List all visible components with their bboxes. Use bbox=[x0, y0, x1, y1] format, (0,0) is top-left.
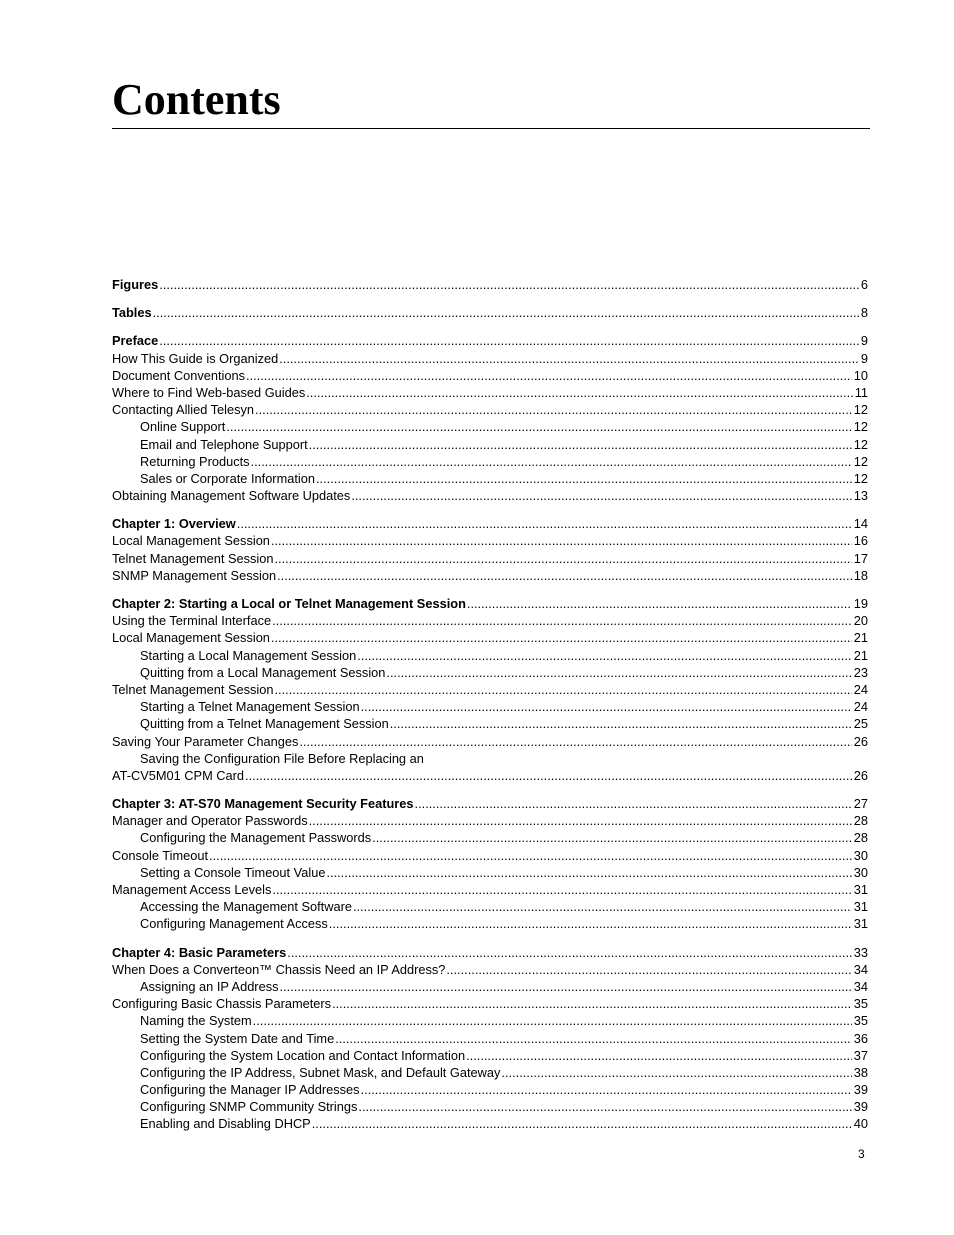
toc-entry-page: 31 bbox=[853, 899, 868, 915]
toc-entry-page: 31 bbox=[853, 882, 868, 897]
page-title: Contents bbox=[112, 75, 281, 124]
toc-entry[interactable] bbox=[112, 1047, 868, 1064]
toc-entry-page: 12 bbox=[853, 470, 868, 486]
toc-entry[interactable] bbox=[112, 681, 868, 698]
dot-leader bbox=[226, 418, 851, 435]
toc-entry-label: SNMP Management Session bbox=[112, 567, 277, 583]
dot-leader bbox=[246, 367, 852, 384]
toc-entry-label: Online Support bbox=[140, 419, 226, 435]
toc-entry-page: 28 bbox=[853, 830, 868, 846]
dot-leader bbox=[299, 733, 851, 750]
dot-leader bbox=[361, 1081, 852, 1098]
toc-entry-page: 9 bbox=[860, 333, 868, 349]
toc-entry-page: 16 bbox=[853, 533, 868, 549]
toc-entry-page: 9 bbox=[860, 350, 868, 366]
toc-entry-page: 27 bbox=[853, 796, 868, 812]
toc-entry[interactable] bbox=[112, 532, 868, 549]
dot-leader bbox=[501, 1064, 851, 1081]
toc-entry-page: 34 bbox=[853, 978, 868, 994]
toc-entry-label: Configuring SNMP Community Strings bbox=[140, 1099, 358, 1115]
toc-section-entry[interactable] bbox=[112, 304, 868, 321]
toc-entry-page: 40 bbox=[853, 1116, 868, 1132]
toc-entry-page: 21 bbox=[853, 647, 868, 663]
toc-entry-page: 26 bbox=[853, 733, 868, 749]
toc-entry-page: 36 bbox=[853, 1030, 868, 1046]
title-rule bbox=[112, 128, 870, 129]
toc-entry-label: Configuring the IP Address, Subnet Mask, and Default Gateway bbox=[140, 1064, 501, 1080]
toc-entry[interactable] bbox=[112, 961, 868, 978]
toc-entry[interactable] bbox=[112, 829, 868, 846]
toc-entry[interactable] bbox=[112, 401, 868, 418]
toc-entry[interactable] bbox=[112, 715, 868, 732]
dot-leader bbox=[287, 944, 852, 961]
toc-entry-label: Console Timeout bbox=[112, 847, 209, 863]
toc-entry-label: Management Access Levels bbox=[112, 882, 272, 897]
dot-leader bbox=[353, 898, 852, 915]
toc-entry-label: Saving Your Parameter Changes bbox=[112, 733, 299, 749]
toc-entry-page: 26 bbox=[853, 767, 868, 783]
toc-entry-label: Enabling and Disabling DHCP bbox=[140, 1116, 311, 1132]
toc-entry[interactable] bbox=[112, 1064, 868, 1081]
toc-section-entry[interactable] bbox=[112, 515, 868, 532]
toc-section-entry[interactable] bbox=[112, 944, 868, 961]
toc-entry[interactable] bbox=[112, 436, 868, 453]
toc-entry-label: Tables bbox=[112, 305, 152, 321]
toc-entry-page: 37 bbox=[853, 1047, 868, 1063]
toc-entry-page: 28 bbox=[853, 813, 868, 829]
toc-entry[interactable] bbox=[112, 864, 868, 881]
toc-entry-page: 13 bbox=[853, 488, 868, 504]
toc-entry-page: 24 bbox=[853, 699, 868, 715]
toc-entry-label: Chapter 2: Starting a Local or Telnet Management Session bbox=[112, 596, 466, 611]
toc-entry-page: 39 bbox=[853, 1099, 868, 1115]
toc-entry-label: Chapter 3: AT-S70 Management Security Features bbox=[112, 796, 414, 812]
dot-leader bbox=[386, 664, 851, 681]
toc-entry-label: Setting a Console Timeout Value bbox=[140, 864, 326, 880]
toc-entry-page: 18 bbox=[853, 567, 868, 583]
toc-entry-label: When Does a Converteon™ Chassis Need an IP Address? bbox=[112, 961, 446, 977]
toc-entry-label: How This Guide is Organized bbox=[112, 350, 279, 366]
dot-leader bbox=[237, 515, 852, 532]
toc-entry-label: Using the Terminal Interface bbox=[112, 613, 272, 629]
toc-entry-page: 34 bbox=[853, 961, 868, 977]
toc-entry[interactable] bbox=[112, 881, 868, 898]
toc-entry-page: 12 bbox=[853, 453, 868, 469]
toc-entry-page: 11 bbox=[854, 384, 868, 400]
dot-leader bbox=[274, 681, 851, 698]
toc-entry[interactable] bbox=[112, 629, 868, 646]
toc-entry[interactable] bbox=[112, 664, 868, 681]
toc-entry[interactable] bbox=[112, 1030, 868, 1047]
toc-entry-page: 38 bbox=[853, 1064, 868, 1080]
dot-leader bbox=[372, 829, 852, 846]
toc-entry[interactable] bbox=[112, 1012, 868, 1029]
toc-entry-label: Starting a Local Management Session bbox=[140, 647, 357, 663]
table-of-contents bbox=[112, 276, 868, 1133]
toc-entry-label: Quitting from a Local Management Session bbox=[140, 664, 386, 680]
toc-entry-label: Naming the System bbox=[140, 1013, 252, 1029]
toc-entry-page: 6 bbox=[860, 277, 868, 292]
toc-entry[interactable] bbox=[112, 1115, 868, 1132]
dot-leader bbox=[159, 332, 859, 349]
toc-entry[interactable] bbox=[112, 418, 868, 435]
toc-entry[interactable] bbox=[112, 812, 868, 829]
toc-entry[interactable] bbox=[112, 487, 868, 504]
toc-entry-page: 8 bbox=[860, 305, 868, 321]
dot-leader bbox=[272, 881, 851, 898]
toc-entry-label: Where to Find Web-based Guides bbox=[112, 384, 306, 400]
dot-leader bbox=[332, 995, 852, 1012]
toc-entry-page: 30 bbox=[853, 864, 868, 880]
toc-entry[interactable] bbox=[112, 350, 868, 367]
dot-leader bbox=[309, 436, 852, 453]
toc-entry-page: 12 bbox=[853, 402, 868, 418]
toc-entry-label: Configuring the System Location and Contact Information bbox=[140, 1047, 466, 1063]
toc-entry-label: Local Management Session bbox=[112, 630, 270, 646]
toc-entry-label: Obtaining Management Software Updates bbox=[112, 488, 351, 504]
toc-entry[interactable] bbox=[112, 550, 868, 567]
dot-leader bbox=[326, 864, 851, 881]
dot-leader bbox=[306, 384, 852, 401]
toc-entry-page: 17 bbox=[853, 550, 868, 566]
toc-entry-page: 20 bbox=[853, 613, 868, 629]
toc-entry[interactable] bbox=[112, 733, 868, 750]
toc-entry[interactable] bbox=[112, 915, 868, 932]
toc-entry-label: AT-CV5M01 CPM Card bbox=[112, 767, 245, 783]
toc-entry-prefix: Saving the Configuration File Before Replacing an bbox=[140, 750, 424, 766]
toc-entry-page: 39 bbox=[853, 1082, 868, 1098]
dot-leader bbox=[467, 595, 852, 612]
toc-entry-label: Quitting from a Telnet Management Session bbox=[140, 716, 389, 732]
toc-entry[interactable] bbox=[112, 995, 868, 1012]
toc-entry-page: 35 bbox=[853, 996, 868, 1012]
dot-leader bbox=[209, 847, 852, 864]
dot-leader bbox=[309, 812, 852, 829]
toc-entry-label: Setting the System Date and Time bbox=[140, 1030, 335, 1046]
toc-entry-page: 30 bbox=[853, 847, 868, 863]
toc-entry-page: 10 bbox=[853, 367, 868, 383]
toc-section-entry[interactable] bbox=[112, 595, 868, 612]
toc-entry[interactable] bbox=[112, 367, 868, 384]
toc-entry-page: 25 bbox=[853, 716, 868, 732]
toc-entry-page: 24 bbox=[853, 681, 868, 697]
toc-entry-label: Accessing the Management Software bbox=[140, 899, 352, 915]
toc-entry-label: Chapter 1: Overview bbox=[112, 516, 236, 532]
toc-entry-page: 35 bbox=[853, 1013, 868, 1029]
dot-leader bbox=[272, 612, 852, 629]
toc-entry[interactable] bbox=[112, 1098, 868, 1115]
toc-entry-page: 12 bbox=[853, 419, 868, 435]
toc-entry-label: Sales or Corporate Information bbox=[140, 470, 315, 486]
toc-section-entry[interactable] bbox=[112, 332, 868, 349]
toc-entry-page: 23 bbox=[853, 664, 868, 680]
toc-entry[interactable] bbox=[112, 453, 868, 470]
toc-entry[interactable] bbox=[112, 698, 868, 715]
toc-entry[interactable] bbox=[112, 898, 868, 915]
dot-leader bbox=[415, 795, 852, 812]
dot-leader bbox=[361, 698, 852, 715]
dot-leader bbox=[280, 978, 852, 995]
dot-leader bbox=[251, 453, 852, 470]
dot-leader bbox=[329, 915, 852, 932]
toc-entry-label: Starting a Telnet Management Session bbox=[140, 699, 360, 715]
dot-leader bbox=[253, 1012, 852, 1029]
toc-entry[interactable] bbox=[112, 612, 868, 629]
toc-entry-page: 14 bbox=[853, 516, 868, 532]
toc-entry[interactable] bbox=[112, 978, 868, 995]
toc-entry-label: Configuring Management Access bbox=[140, 916, 328, 932]
toc-entry-label: Configuring Basic Chassis Parameters bbox=[112, 996, 332, 1012]
toc-entry-label: Figures bbox=[112, 277, 159, 292]
toc-entry-label: Configuring the Manager IP Addresses bbox=[140, 1082, 360, 1098]
toc-entry[interactable] bbox=[112, 847, 868, 864]
dot-leader bbox=[466, 1047, 852, 1064]
toc-entry-label: Local Management Session bbox=[112, 533, 270, 549]
toc-entry-label: Preface bbox=[112, 333, 159, 349]
toc-section-entry[interactable] bbox=[112, 795, 868, 812]
dot-leader bbox=[245, 767, 852, 784]
dot-leader bbox=[159, 276, 859, 293]
dot-leader bbox=[274, 550, 851, 567]
toc-entry-page: 21 bbox=[853, 630, 868, 646]
dot-leader bbox=[351, 487, 851, 504]
toc-entry-page: 33 bbox=[853, 944, 868, 960]
dot-leader bbox=[279, 350, 859, 367]
dot-leader bbox=[255, 401, 852, 418]
toc-entry[interactable] bbox=[112, 470, 868, 487]
toc-entry-label: Telnet Management Session bbox=[112, 681, 274, 697]
dot-leader bbox=[357, 647, 852, 664]
toc-entry-label: Chapter 4: Basic Parameters bbox=[112, 944, 287, 960]
toc-entry-label: Document Conventions bbox=[112, 367, 246, 383]
toc-entry-label: Telnet Management Session bbox=[112, 550, 274, 566]
dot-leader bbox=[277, 567, 852, 584]
toc-entry[interactable] bbox=[112, 384, 868, 401]
toc-entry-label: Manager and Operator Passwords bbox=[112, 813, 308, 829]
toc-entry[interactable] bbox=[112, 1081, 868, 1098]
toc-entry-label: Contacting Allied Telesyn bbox=[112, 402, 255, 418]
dot-leader bbox=[335, 1030, 852, 1047]
page-number: 3 bbox=[858, 1147, 865, 1161]
toc-entry-page: 19 bbox=[853, 596, 868, 611]
toc-entry-label: Returning Products bbox=[140, 453, 250, 469]
toc-entry-label: Configuring the Management Passwords bbox=[140, 830, 372, 846]
dot-leader bbox=[316, 470, 852, 487]
dot-leader bbox=[358, 1098, 851, 1115]
dot-leader bbox=[390, 715, 852, 732]
dot-leader bbox=[153, 304, 859, 321]
dot-leader bbox=[271, 532, 852, 549]
dot-leader bbox=[446, 961, 851, 978]
toc-entry-page: 12 bbox=[853, 436, 868, 452]
toc-entry[interactable] bbox=[112, 647, 868, 664]
toc-entry-page: 31 bbox=[853, 916, 868, 932]
toc-entry-label: Assigning an IP Address bbox=[140, 978, 279, 994]
toc-entry-label: Email and Telephone Support bbox=[140, 436, 308, 452]
toc-entry[interactable] bbox=[112, 567, 868, 584]
toc-entry[interactable] bbox=[112, 767, 868, 784]
dot-leader bbox=[271, 629, 852, 646]
toc-section-entry[interactable] bbox=[112, 276, 868, 293]
dot-leader bbox=[312, 1115, 852, 1132]
